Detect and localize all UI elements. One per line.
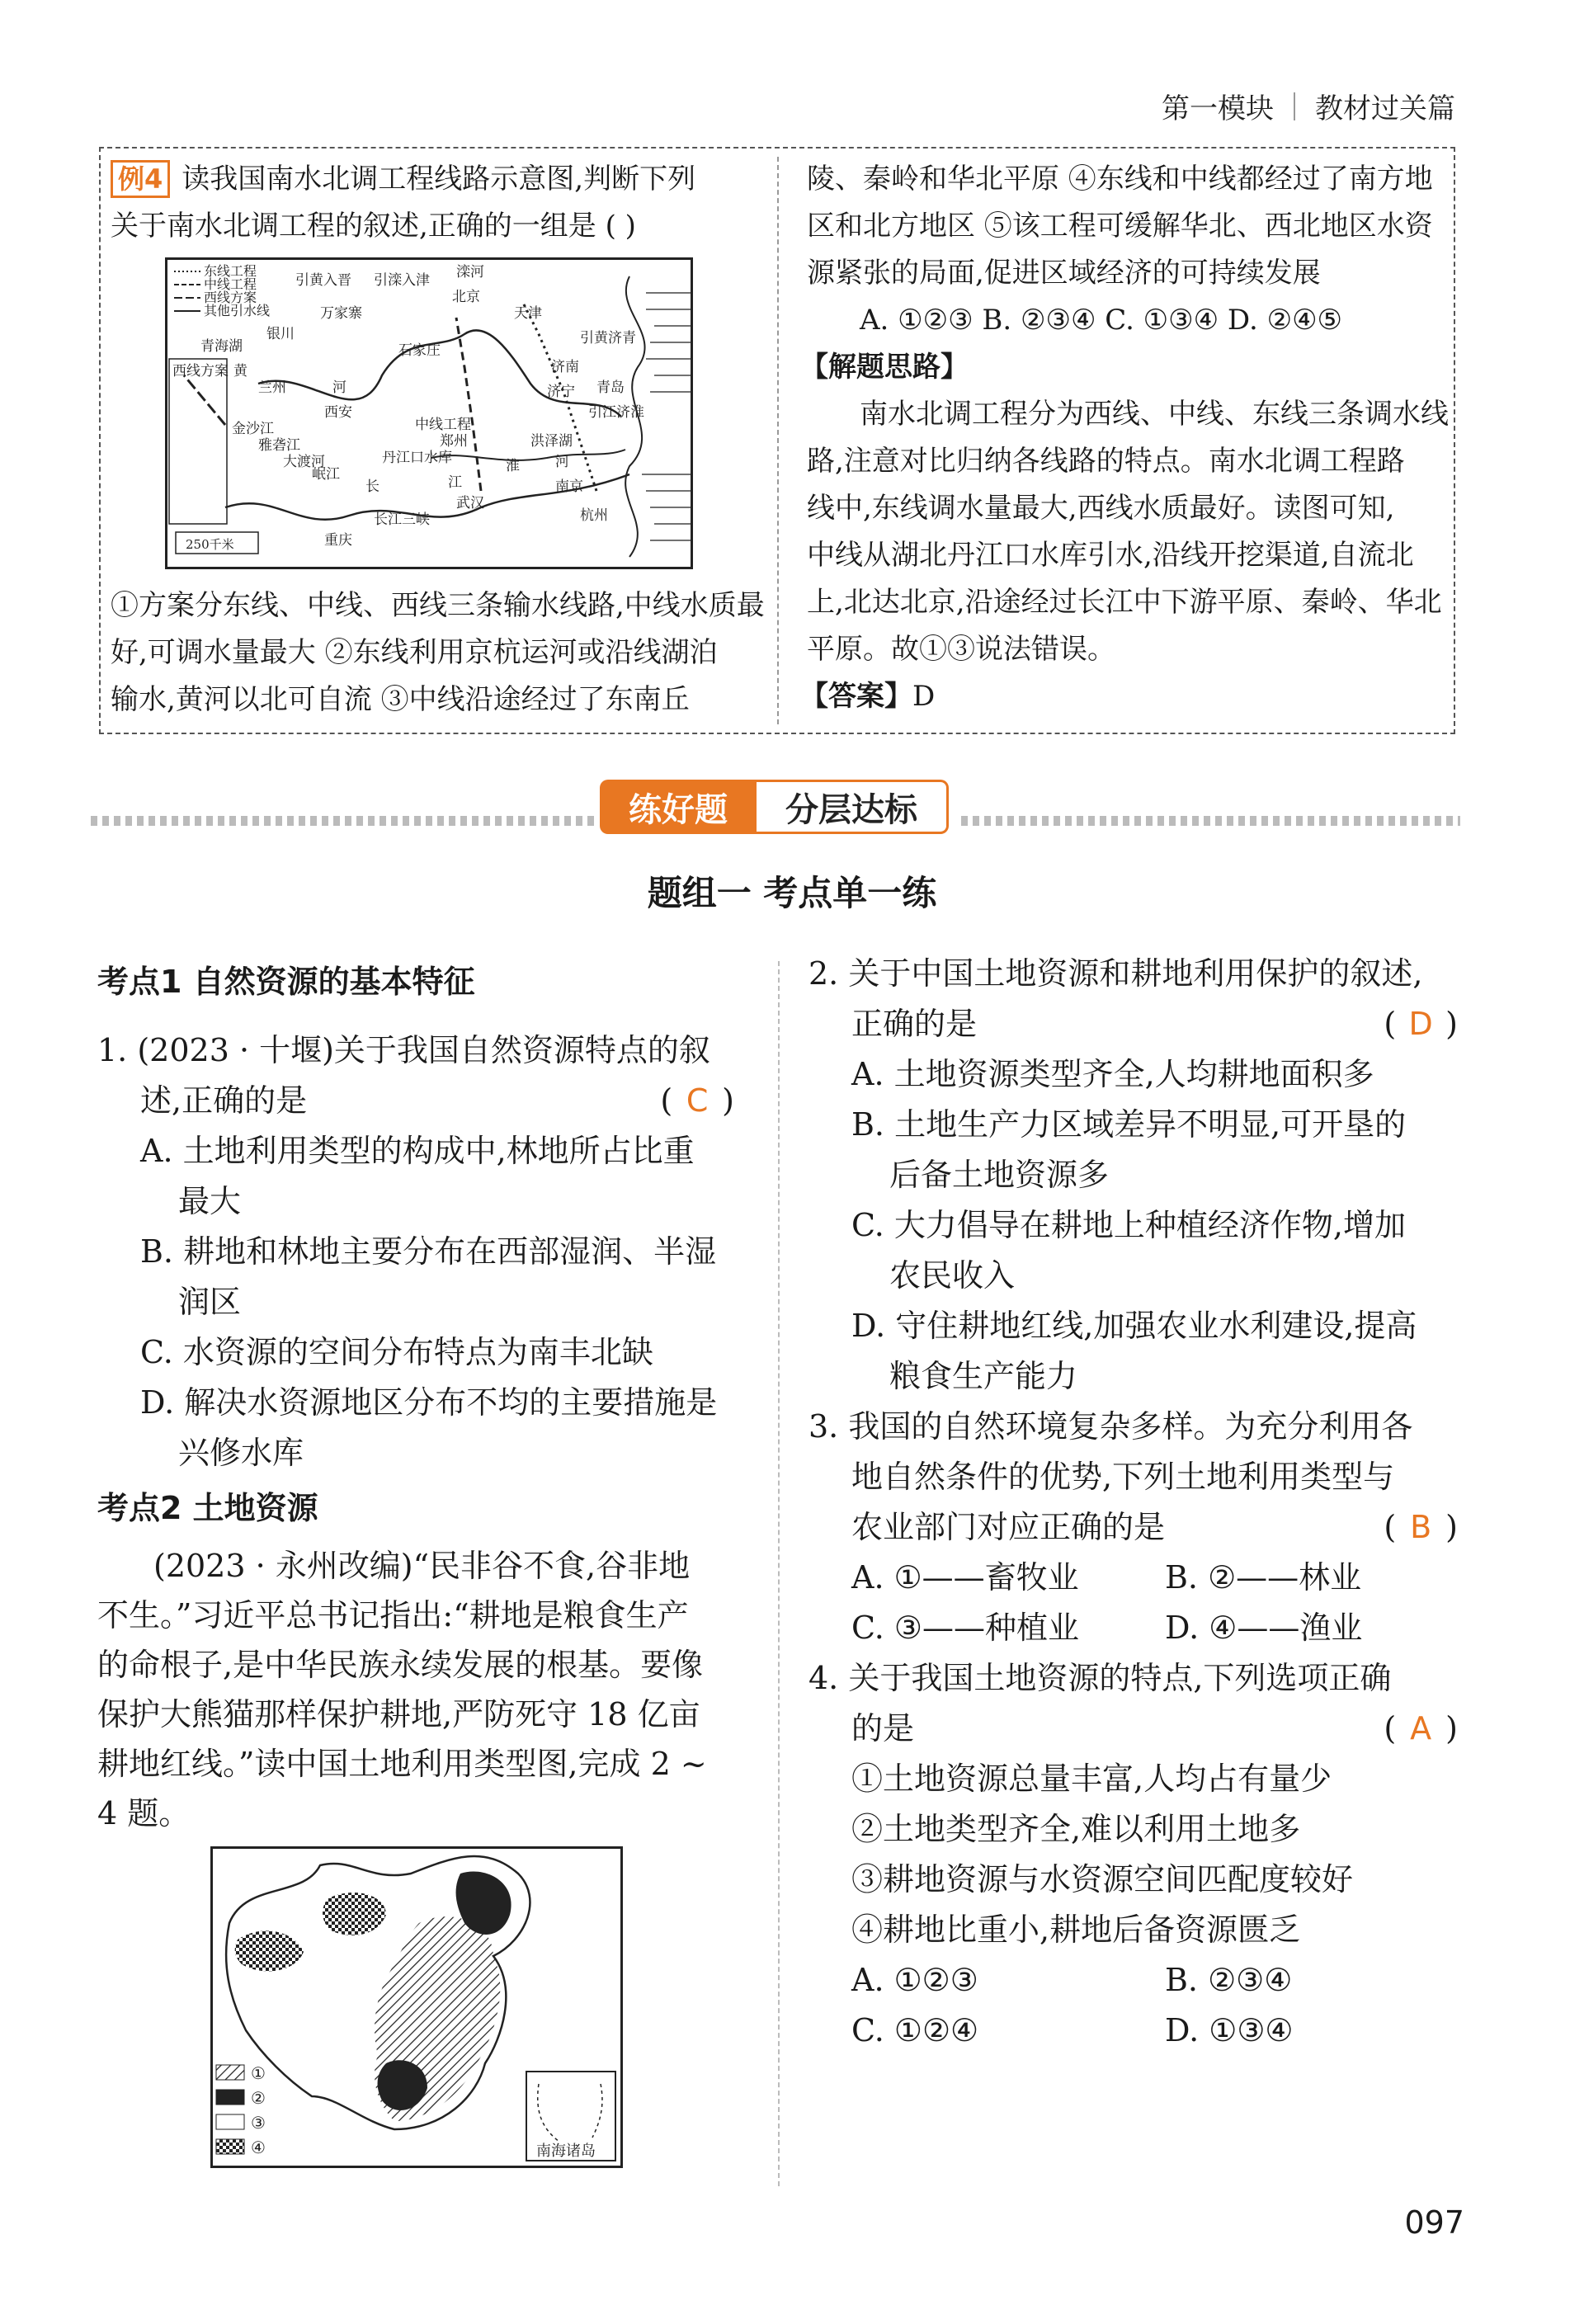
west-route	[184, 375, 225, 425]
west-plan-frame	[169, 359, 227, 524]
label-qingdao: 青岛	[596, 379, 625, 396]
banner-right: 分层达标	[757, 780, 949, 834]
example-stem-text-1: 读我国南水北调工程线路示意图,判断下列	[182, 163, 696, 196]
label-jinsha-river: 金沙江	[232, 421, 274, 437]
label-yinhuangjiqing: 引黄济青	[580, 330, 636, 346]
legend-swatch-3	[216, 2114, 244, 2129]
example-thinking-title: 【解题思路】	[800, 351, 969, 384]
label-jiang: 江	[448, 474, 462, 491]
label-yalong-river: 雅砻江	[258, 437, 300, 454]
example-right-line-2: 区和北方地区 ⑤该工程可缓解华北、西北地区水资	[807, 210, 1433, 243]
label-three-gorges: 长江三峡	[374, 511, 430, 528]
q1-answer: C	[686, 1082, 709, 1119]
legend-swatch-1	[216, 2065, 244, 2080]
label-danjiangkou: 丹江口水库	[382, 450, 452, 466]
water-diversion-map	[165, 257, 693, 569]
legend-swatch-4	[216, 2139, 244, 2154]
label-scale: 250千米	[186, 537, 234, 552]
header-divider	[1294, 92, 1295, 120]
legend-west: 西线方案	[204, 290, 257, 305]
legend-other: 其他引水线	[204, 303, 271, 318]
q4-item-1: ①土地资源总量丰富,人均占有量少	[851, 1761, 1332, 1797]
q4-option-d: D. ①③④	[1165, 2012, 1294, 2048]
q2-option-b-cont: 后备土地资源多	[889, 1157, 1110, 1193]
q2-option-c-cont: 农民收入	[889, 1257, 1016, 1294]
point1-heading: 考点1 自然资源的基本特征	[97, 964, 475, 1000]
header-module: 第一模块	[1162, 92, 1274, 125]
material-line-2: 不生。”习近平总书记指出:“耕地是粮食生产	[97, 1597, 689, 1633]
example-thinking-2: 路,注意对比归纳各线路的特点。南水北调工程路	[807, 445, 1405, 478]
example-statement-3: 输水,黄河以北可自流 ③中线沿途经过了东南丘	[111, 683, 690, 716]
sea-hatching	[642, 293, 691, 540]
huai-river	[431, 450, 625, 460]
label-yinchuan: 银川	[266, 326, 295, 342]
q3-option-c: C. ③——种植业	[851, 1610, 1079, 1646]
q3-line-3	[851, 1502, 1458, 1553]
q1-option-b-cont: 润区	[178, 1284, 242, 1320]
label-huai: 淮	[506, 458, 520, 474]
q2-answer: D	[1408, 1006, 1433, 1042]
land-legend-2: ②	[251, 2088, 266, 2108]
section-banner	[600, 780, 955, 834]
q3-option-d: D. ④——渔业	[1165, 1610, 1363, 1646]
label-nanjing: 南京	[555, 478, 583, 495]
example-thinking-5: 上,北达北京,沿途经过长江中下游平原、秦岭、华北	[807, 586, 1442, 619]
q2-line-1: 2. 关于中国土地资源和耕地利用保护的叙述,	[808, 955, 1423, 992]
point2-heading: 考点2 土地资源	[97, 1490, 318, 1526]
q3-answer-bracket: ( B )	[1384, 1502, 1458, 1553]
label-luanhe: 滦河	[456, 264, 484, 280]
label-hongze-lake: 洪泽湖	[530, 433, 573, 450]
example-thinking-3: 线中,东线调水量最大,西线水质最好。读图可知,	[807, 492, 1395, 525]
q2-option-b: B. 土地生产力区域差异不明显,可开垦的	[851, 1106, 1407, 1143]
label-yinjiangjihuai: 引江济淮	[588, 404, 644, 421]
label-middle-route: 中线工程	[415, 417, 471, 433]
q1-line-2	[140, 1076, 734, 1126]
example-options: A. ①②③ B. ②③④ C. ①③④ D. ②④⑤	[860, 304, 1343, 337]
label-huang: 黄	[233, 363, 248, 379]
q3-line-2: 地自然条件的优势,下列土地利用类型与	[851, 1459, 1395, 1495]
legend-swatch-2	[216, 2090, 244, 2105]
q1-option-d-cont: 兴修水库	[178, 1435, 304, 1471]
q4-item-2: ②土地类型齐全,难以利用土地多	[851, 1811, 1301, 1847]
q3-line-3-text: 农业部门对应正确的是	[851, 1509, 1166, 1545]
example-statement-1: ①方案分东线、中线、西线三条输水线路,中线水质最	[111, 589, 765, 622]
q3-line-1: 3. 我国的自然环境复杂多样。为充分利用各	[808, 1408, 1413, 1445]
column-divider	[778, 961, 780, 2186]
page-number: 097	[1404, 2204, 1464, 2241]
label-he-2: 河	[555, 454, 569, 470]
label-jinan: 济南	[551, 359, 579, 375]
q4-answer-bracket: ( A )	[1384, 1704, 1458, 1754]
label-hangzhou: 杭州	[580, 507, 608, 524]
example-right-line-1: 陵、秦岭和华北平原 ④东线和中线都经过了南方地	[807, 163, 1433, 196]
q3-option-a: A. ①——畜牧业	[851, 1559, 1079, 1596]
q2-option-a: A. 土地资源类型齐全,人均耕地面积多	[851, 1056, 1374, 1092]
label-west-plan: 西线方案	[172, 363, 229, 379]
middle-route	[456, 318, 481, 491]
banner-left-rule	[91, 816, 594, 826]
land-legend-1: ①	[251, 2063, 266, 2083]
q2-option-d-cont: 粮食生产能力	[889, 1358, 1078, 1394]
example-thinking-4: 中线从湖北丹江口水库引水,沿线开挖渠道,自流北	[807, 539, 1414, 572]
label-beijing: 北京	[452, 289, 480, 305]
material-line-1: (2023 · 永州改编)“民非谷不食,谷非地	[153, 1548, 691, 1584]
example-right-line-3: 源紧张的局面,促进区域经济的可持续发展	[807, 257, 1321, 290]
q1-option-c: C. 水资源的空间分布特点为南丰北缺	[140, 1334, 653, 1370]
example-stem-line-1	[111, 156, 695, 203]
example-statement-2: 好,可调水量最大 ②东线利用京杭运河或沿线湖泊	[111, 636, 718, 669]
example-thinking-6: 平原。故①③说法错误。	[807, 633, 1115, 666]
material-line-4: 保护大熊猫那样保护耕地,严防死守 18 亿亩	[97, 1696, 700, 1732]
label-jining: 济宁	[547, 384, 575, 400]
example-answer-value: D	[912, 680, 936, 713]
label-xian: 西安	[324, 404, 352, 421]
example-answer	[800, 673, 935, 720]
q4-line-1: 4. 关于我国土地资源的特点,下列选项正确	[808, 1660, 1392, 1696]
label-min-river: 岷江	[312, 466, 340, 483]
q3-option-b: B. ②——林业	[1165, 1559, 1362, 1596]
land-use-map	[210, 1846, 623, 2168]
material-line-3: 的命根子,是中华民族永续发展的根基。要像	[97, 1647, 704, 1683]
label-he: 河	[332, 379, 346, 396]
q4-line-2-text: 的是	[851, 1710, 915, 1747]
q4-line-2	[851, 1704, 1458, 1754]
label-dadu-river: 大渡河	[283, 454, 325, 470]
land-legend-3: ③	[251, 2113, 266, 2133]
label-zhengzhou: 郑州	[440, 433, 468, 450]
legend-east: 东线工程	[204, 263, 257, 279]
land-legend-4: ④	[251, 2138, 266, 2157]
q2-option-d: D. 守住耕地红线,加强农业水利建设,提高	[851, 1308, 1417, 1344]
banner-left: 练好题	[600, 780, 757, 834]
example-answer-label: 【答案】	[800, 680, 912, 713]
q4-option-b: B. ②③④	[1165, 1962, 1293, 1998]
example-stem-line-2: 关于南水北调工程的叙述,正确的一组是 ( )	[111, 210, 636, 243]
q2-line-2	[851, 999, 1458, 1049]
legend-middle: 中线工程	[204, 276, 257, 292]
q1-answer-bracket: ( C )	[660, 1076, 734, 1126]
q4-option-a: A. ①②③	[851, 1962, 978, 1998]
water-diversion-map-svg	[167, 260, 691, 567]
label-wuhan: 武汉	[456, 495, 484, 511]
q3-answer: B	[1410, 1509, 1432, 1545]
q4-option-c: C. ①②④	[851, 2012, 979, 2048]
q1-option-d: D. 解决水资源地区分布不均的主要措施是	[140, 1384, 718, 1421]
label-chang: 长	[365, 478, 380, 495]
label-chongqing: 重庆	[324, 532, 352, 549]
q1-line-2-text: 述,正确的是	[140, 1082, 308, 1119]
inset-label: 南海诸岛	[536, 2143, 596, 2160]
label-tianjin: 天津	[514, 305, 542, 322]
page-header	[1162, 86, 1455, 126]
label-shijiazhuang: 石家庄	[398, 342, 441, 359]
q4-item-3: ③耕地资源与水资源空间匹配度较好	[851, 1861, 1354, 1897]
material-line-5: 耕地红线。”读中国土地利用类型图,完成 2 ~	[97, 1746, 707, 1782]
q2-answer-bracket: ( D )	[1384, 999, 1458, 1049]
label-wanjiazhai: 万家寨	[320, 305, 362, 322]
q1-line-1: 1. (2023 · 十堰)关于我国自然资源特点的叙	[97, 1032, 710, 1068]
label-lanzhou: 兰州	[258, 379, 286, 396]
example-thinking-1: 南水北调工程分为西线、中线、东线三条调水线	[860, 398, 1449, 431]
group-title: 题组一 考点单一练	[647, 873, 937, 913]
q2-line-2-text: 正确的是	[851, 1006, 978, 1042]
example-tag: 例4	[111, 160, 170, 198]
material-line-6: 4 题。	[97, 1795, 191, 1831]
label-yinhuangrujin: 引黄入晋	[295, 272, 351, 289]
q1-option-a: A. 土地利用类型的构成中,林地所占比重	[140, 1133, 695, 1169]
q2-option-c: C. 大力倡导在耕地上种植经济作物,增加	[851, 1207, 1406, 1243]
q4-answer: A	[1410, 1710, 1432, 1747]
land-use-map-svg	[213, 1849, 620, 2166]
q1-option-a-cont: 最大	[178, 1183, 242, 1219]
header-section: 教材过关篇	[1315, 92, 1455, 125]
q1-option-b: B. 耕地和林地主要分布在西部湿润、半湿	[140, 1233, 717, 1270]
label-qinghai-lake: 青海湖	[200, 338, 243, 355]
example-column-divider	[777, 157, 779, 724]
banner-right-rule	[961, 816, 1460, 826]
label-yinluanrujin: 引滦入津	[374, 272, 430, 289]
q4-item-4: ④耕地比重小,耕地后备资源匮乏	[851, 1912, 1301, 1948]
